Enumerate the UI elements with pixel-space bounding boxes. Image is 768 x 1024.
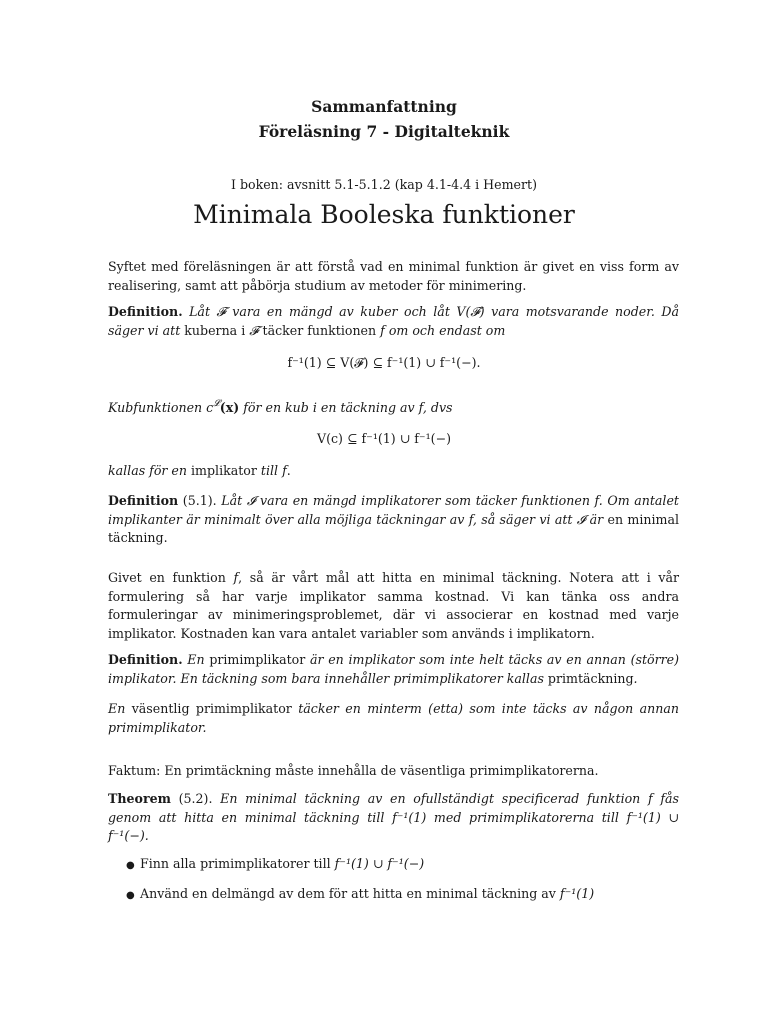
book-reference: I boken: avsnitt 5.1-5.1.2 (kap 4.1-4.4 i Hemert)	[230, 177, 538, 192]
def1-text-6: om och endast om	[384, 322, 506, 338]
def51-text-5: är	[585, 511, 608, 527]
bullet-text: Finn alla primimplikatorer till	[140, 856, 335, 871]
theorem-expr-2: f⁻¹(1) ∪ f⁻¹(−)	[108, 809, 679, 843]
primimplicator-term: primimplikator	[209, 652, 306, 667]
essential-primimplicator-term: väsentlig primimplikator	[131, 701, 292, 716]
def1-text-1: Låt	[182, 304, 217, 319]
definition-5-1-number: (5.1).	[178, 493, 217, 508]
def51-text-7: .	[163, 530, 168, 545]
bullet-icon: ●	[126, 890, 135, 901]
theorem-number: (5.2).	[170, 791, 213, 806]
cube-f-symbol: f	[418, 400, 423, 415]
def1-VF-symbol: V(𝓕)	[456, 304, 485, 319]
minimal-cover-term: en minimal täckning	[108, 511, 679, 545]
def51-f-symbol: f	[594, 493, 599, 508]
def51-text-3: . Om antalet implikanter är minimalt över alla möjliga täckningar av	[108, 493, 679, 527]
cube-L-superscript: 𝓛	[213, 398, 220, 409]
implicator-term: implikator	[191, 463, 257, 478]
cover-equation: f⁻¹(1) ⊆ V(𝓕) ⊆ f⁻¹(1) ∪ f⁻¹(−).	[287, 355, 481, 370]
implicator-equation: V(c) ⊆ f⁻¹(1) ∪ f⁻¹(−)	[316, 431, 452, 446]
implicator-sentence	[108, 462, 679, 481]
def51-text-4: , så säger vi att	[472, 511, 577, 527]
theorem-text-2: fås genom att hitta en minimal täckning till	[108, 791, 679, 825]
def2-text-1: En	[182, 652, 210, 667]
def51-I2-symbol: 𝓘	[576, 511, 586, 527]
essential-primimplicator-paragraph	[108, 700, 679, 737]
page-title: Minimala Booleska funktioner	[193, 200, 575, 229]
theorem-5-2	[108, 790, 679, 846]
def51-text-1: Låt	[216, 493, 247, 508]
def1-text-4: kuberna i	[184, 322, 250, 338]
def1-text-5: täcker funktionen	[258, 322, 381, 338]
def1-f-symbol: f	[380, 322, 385, 338]
def2-text-3: är en implikator som inte helt täcks av en annan (större) implikator. En täckning som bara innehåller primimplikatorer kallas	[108, 652, 680, 686]
definition-label: Definition.	[108, 304, 183, 319]
list-item	[126, 885, 686, 906]
cube-x-symbol: (x)	[219, 400, 240, 415]
given-text-2: , så är vårt mål att hitta en minimal täckning. Notera att i vår formulering så har varje implikator samma kostnad. Vi kan tänka oss andra formuleringar av minimeringsproblemet, där vi associerar en kostnad med varje implikator. Kostnaden kan vara antalet variabler som används i implikatorn.	[108, 570, 679, 641]
def1-F2-symbol: 𝓕	[249, 322, 259, 338]
cube-text-2: för en kub i en täckning av	[239, 400, 419, 415]
bullet-icon: ●	[126, 860, 135, 871]
cube-text-1: Kubfunktionen	[108, 400, 207, 415]
def1-text-2: vara en mängd av kuber och låt	[225, 304, 457, 319]
definition-2-label: Definition.	[108, 652, 183, 667]
cube-text-4: kallas för en	[108, 463, 192, 478]
goal-paragraph	[108, 569, 679, 643]
theorem-text-3: med primimplikatorerna till	[426, 809, 627, 825]
def51-f2-symbol: f	[468, 511, 473, 527]
def51-I-symbol: 𝓘	[246, 493, 256, 508]
primcover-term: primtäckning	[547, 670, 634, 686]
given-f-symbol: f	[233, 570, 239, 585]
fact-paragraph: Faktum: En primtäckning måste innehålla de väsentliga primimplikatorerna.	[108, 763, 599, 778]
cube-c-symbol: c	[206, 400, 214, 415]
definition-cubes	[108, 303, 679, 340]
list-item	[126, 855, 686, 876]
intro-paragraph: Syftet med föreläsningen är att förstå vad en minimal funktion är givet en viss form av realisering, samt att påbörja studium av metoder för minimering.	[108, 259, 679, 293]
essential-text-1: En	[108, 701, 132, 716]
def2-text-5: .	[633, 670, 638, 686]
header-line-2: Föreläsning 7 - Digitalteknik	[258, 122, 510, 141]
theorem-expr-1: f⁻¹(1)	[392, 809, 427, 825]
header-line-1: Sammanfattning	[311, 97, 457, 116]
cube-text-7: .	[286, 463, 291, 478]
essential-text-3: täcker en minterm (etta) som inte täcks av någon annan primimplikator.	[108, 701, 679, 735]
def1-F-symbol: 𝓕	[216, 304, 226, 319]
definition-primimplicator	[108, 651, 679, 688]
definition-5-1	[108, 492, 679, 548]
cube-function-paragraph	[108, 399, 679, 418]
definition-5-1-label: Definition	[108, 493, 179, 508]
theorem-text-1: En minimal täckning av en ofullständigt specificerad funktion	[212, 791, 648, 806]
theorem-f-symbol: f	[647, 791, 653, 806]
cube-f2-symbol: f	[282, 463, 287, 478]
cube-text-3: , dvs	[422, 400, 453, 415]
theorem-text-4: .	[144, 828, 149, 843]
bullet-math: f⁻¹(1)	[559, 886, 595, 901]
def1-text-3: vara motsvarande noder. Då säger vi att	[108, 304, 679, 338]
bullet-math: f⁻¹(1) ∪ f⁻¹(−)	[334, 856, 425, 871]
given-text-1: Givet en funktion	[108, 570, 234, 585]
bullet-text: Använd en delmängd av dem för att hitta en minimal täckning av	[140, 886, 560, 901]
def51-text-2: vara en mängd implikatorer som täcker funktionen	[255, 493, 595, 508]
theorem-label: Theorem	[108, 791, 171, 806]
cube-text-6: till	[256, 463, 283, 478]
